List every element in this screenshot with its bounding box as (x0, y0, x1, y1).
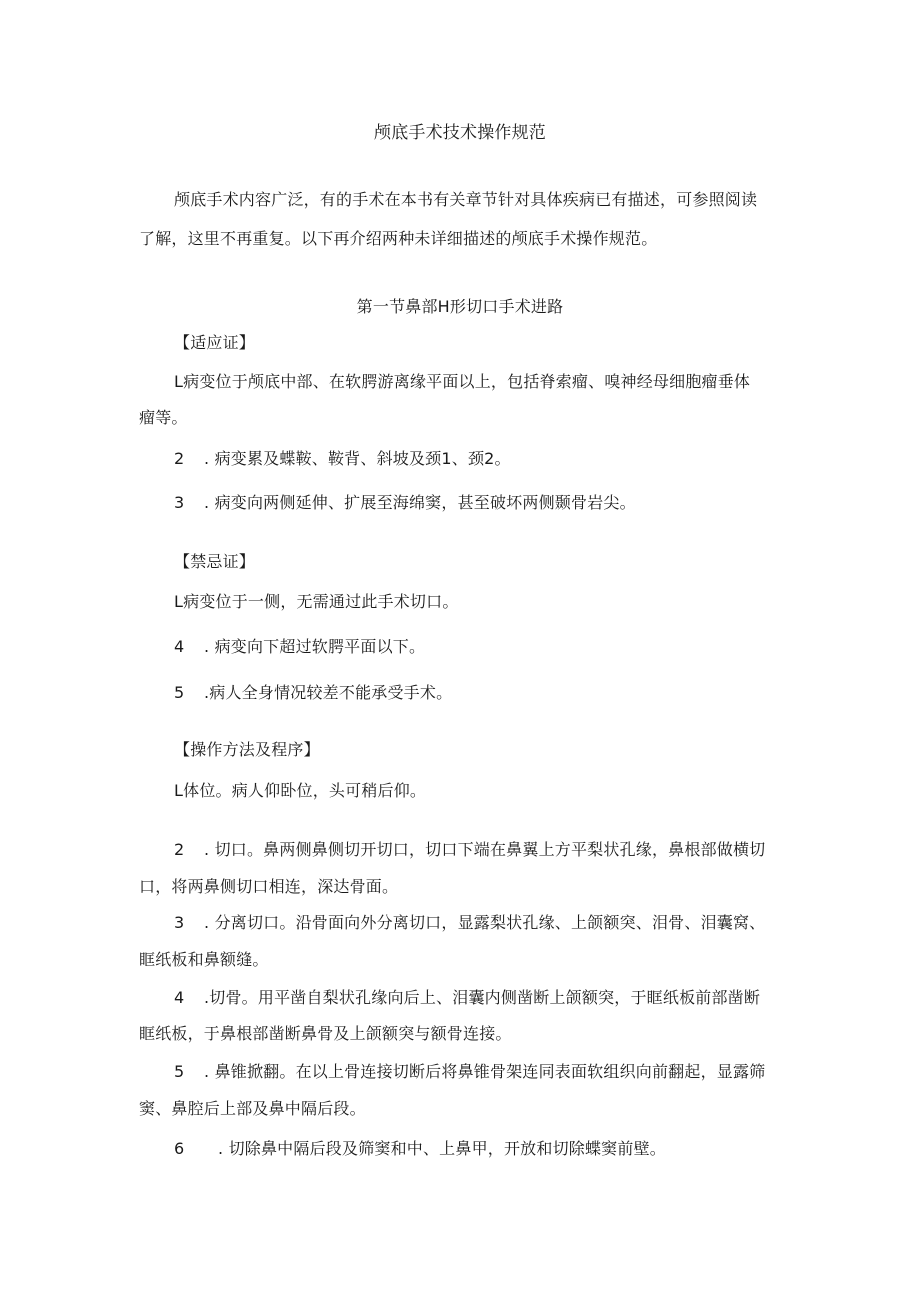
indication-item-2 (174, 449, 511, 469)
indication-item-2-text: . 病变累及蝶鞍、鞍背、斜坡及颈1、颈2。 (204, 449, 511, 468)
procedure-step-4-line-2: 眶纸板，于鼻根部凿断鼻骨及上颌额突与额骨连接。 (139, 1024, 512, 1043)
indication-item-1-line-2: 瘤等。 (139, 408, 188, 427)
procedure-label: 【操作方法及程序】 (174, 740, 320, 759)
procedure-step-5-text: . 鼻锥掀翻。在以上骨连接切断后将鼻锥骨架连同表面软组织向前翻起，显露筛 (204, 1062, 766, 1081)
contraindication-item-2-text: . 病变向下超过软腭平面以下。 (204, 637, 426, 656)
indications-label: 【适应证】 (174, 333, 256, 352)
contraindication-item-2 (174, 637, 425, 657)
procedure-step-5-line-1 (174, 1062, 765, 1082)
procedure-step-6-text: . 切除鼻中隔后段及筛窦和中、上鼻甲，开放和切除蝶窦前壁。 (218, 1139, 666, 1158)
contraindication-item-3-number: 5 (174, 683, 185, 702)
section-heading: 第一节鼻部H形切口手术进路 (356, 297, 564, 316)
procedure-step-4-line-1 (174, 988, 760, 1008)
contraindication-item-1: L病变位于一侧，无需通过此手术切口。 (174, 592, 459, 611)
indication-item-3-text: . 病变向两侧延伸、扩展至海绵窦，甚至破坏两侧颞骨岩尖。 (204, 493, 636, 512)
procedure-step-5-line-2: 窦、鼻腔后上部及鼻中隔后段。 (139, 1099, 366, 1118)
indication-item-3 (174, 493, 636, 513)
procedure-step-3-text: . 分离切口。沿骨面向外分离切口，显露梨状孔缘、上颌额突、泪骨、泪囊窝、 (204, 913, 766, 932)
indication-item-1-line-1: L病变位于颅底中部、在软腭游离缘平面以上，包括脊索瘤、嗅神经母细胞瘤垂体 (174, 372, 751, 391)
procedure-step-5-number: 5 (174, 1062, 185, 1081)
intro-line-2: 了解，这里不再重复。以下再介绍两种未详细描述的颅底手术操作规范。 (139, 229, 658, 248)
indication-item-3-number: 3 (174, 493, 185, 512)
procedure-step-3-number: 3 (174, 913, 185, 932)
procedure-step-2-line-1 (174, 840, 765, 860)
procedure-step-6 (174, 1139, 666, 1159)
procedure-step-2-text: . 切口。鼻两侧鼻侧切开切口，切口下端在鼻翼上方平梨状孔缘，鼻根部做横切 (204, 840, 766, 859)
procedure-step-6-number: 6 (174, 1139, 185, 1158)
contraindication-item-3-text: .病人全身情况较差不能承受手术。 (204, 683, 453, 702)
intro-line-1: 颅底手术内容广泛，有的手术在本书有关章节针对具体疾病已有描述，可参照阅读 (174, 190, 758, 209)
indication-item-2-number: 2 (174, 449, 185, 468)
procedure-step-2-number: 2 (174, 840, 185, 859)
procedure-step-1: L体位。病人仰卧位，头可稍后仰。 (174, 781, 427, 800)
contraindication-item-3 (174, 683, 452, 703)
contraindication-item-2-number: 4 (174, 637, 185, 656)
procedure-step-2-line-2: 口，将两鼻侧切口相连，深达骨面。 (139, 877, 399, 896)
procedure-step-4-number: 4 (174, 988, 185, 1007)
procedure-step-3-line-2: 眶纸板和鼻额缝。 (139, 950, 269, 969)
page-title: 颅底手术技术操作规范 (374, 123, 546, 143)
procedure-step-4-text: .切骨。用平凿自梨状孔缘向后上、泪囊内侧凿断上颌额突，于眶纸板前部凿断 (204, 988, 761, 1007)
procedure-step-3-line-1 (174, 913, 765, 933)
contraindications-label: 【禁忌证】 (174, 552, 256, 571)
